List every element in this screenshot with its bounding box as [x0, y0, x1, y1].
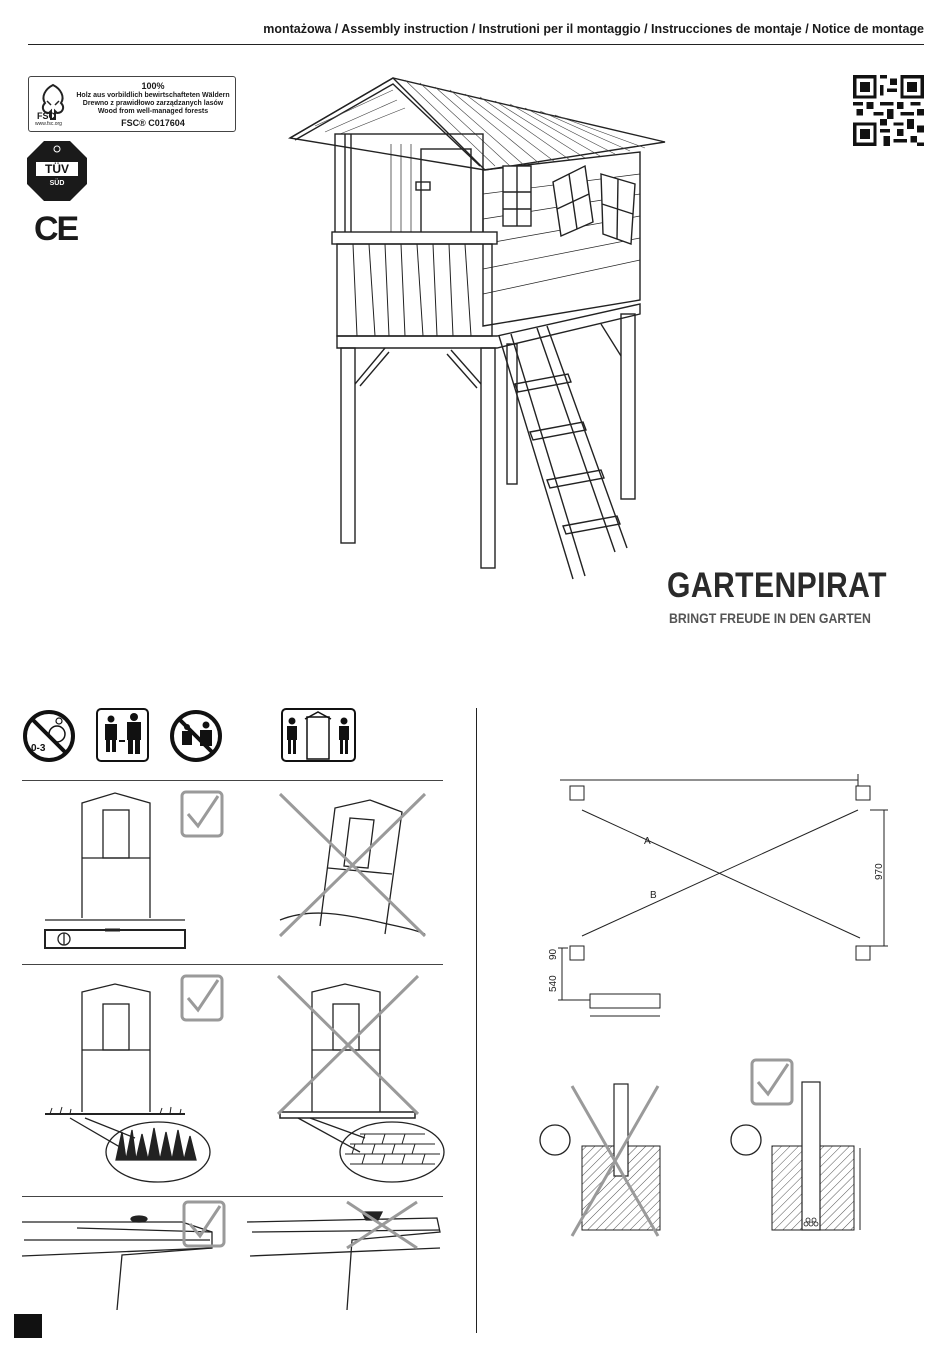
cross-icon [278, 976, 418, 1114]
check-icon [182, 976, 222, 1020]
page-header [28, 22, 924, 45]
ce-mark: CE [34, 210, 78, 248]
age-label: 0-3 [31, 743, 46, 754]
fsc-line-pl: Drewno z prawidłowo zarządzanych lasów [82, 100, 224, 107]
tuv-badge-icon [26, 140, 88, 202]
age-restriction-icon [25, 712, 73, 760]
fsc-line-de: Holz aus vorbildlich bewirtschafteten Wäldern [76, 92, 230, 99]
fsc-line-en: Wood from well-managed forests [97, 108, 209, 115]
foundation-plan-diagram [540, 770, 900, 1020]
tuv-top-text: TÜV [45, 162, 69, 176]
diagonal-b-label: B [650, 890, 657, 901]
adult-supervision-icon [282, 709, 355, 761]
height-dimension: 970 [874, 863, 885, 880]
fsc-site: www.fsc.org [35, 121, 62, 127]
section-divider-3 [22, 1196, 443, 1197]
fsc-logo-text: FSC [37, 111, 55, 121]
warning-icons-row [22, 707, 362, 767]
playhouse-illustration [285, 74, 670, 589]
step-marker [731, 1125, 761, 1155]
column-divider [476, 708, 477, 1333]
dim-540: 540 [548, 975, 559, 992]
fsc-code: FSC® C017604 [121, 118, 185, 128]
screw-depth-diagram [22, 1200, 447, 1315]
tuv-bottom-text: SÜD [49, 180, 65, 187]
cross-icon [280, 794, 425, 936]
qr-code-icon [853, 75, 924, 146]
no-children-assembly-icon [172, 712, 220, 760]
level-ground-diagram [40, 788, 440, 953]
dim-90: 90 [548, 948, 559, 960]
section-divider-2 [22, 964, 443, 965]
cross-icon [347, 1202, 417, 1248]
check-icon [182, 792, 222, 836]
fsc-percent: 100% [141, 81, 165, 91]
section-divider-1 [22, 780, 443, 781]
ground-surface-diagram [40, 972, 440, 1187]
fsc-label [28, 76, 236, 132]
header-title: montażowa / Assembly instruction / Instrutioni per il montaggio / Instrucciones de montaje / Notice de montage [263, 22, 924, 36]
post-anchoring-diagram [530, 1058, 870, 1248]
step-marker [540, 1125, 570, 1155]
check-icon [752, 1060, 792, 1104]
brand-tagline: BRINGT FREUDE IN DEN GARTEN [669, 610, 871, 626]
two-persons-icon [97, 709, 148, 761]
diagonal-a-label: A [644, 836, 651, 847]
page-number-box [14, 1314, 42, 1338]
brand-name: GARTENPIRAT [667, 566, 887, 605]
